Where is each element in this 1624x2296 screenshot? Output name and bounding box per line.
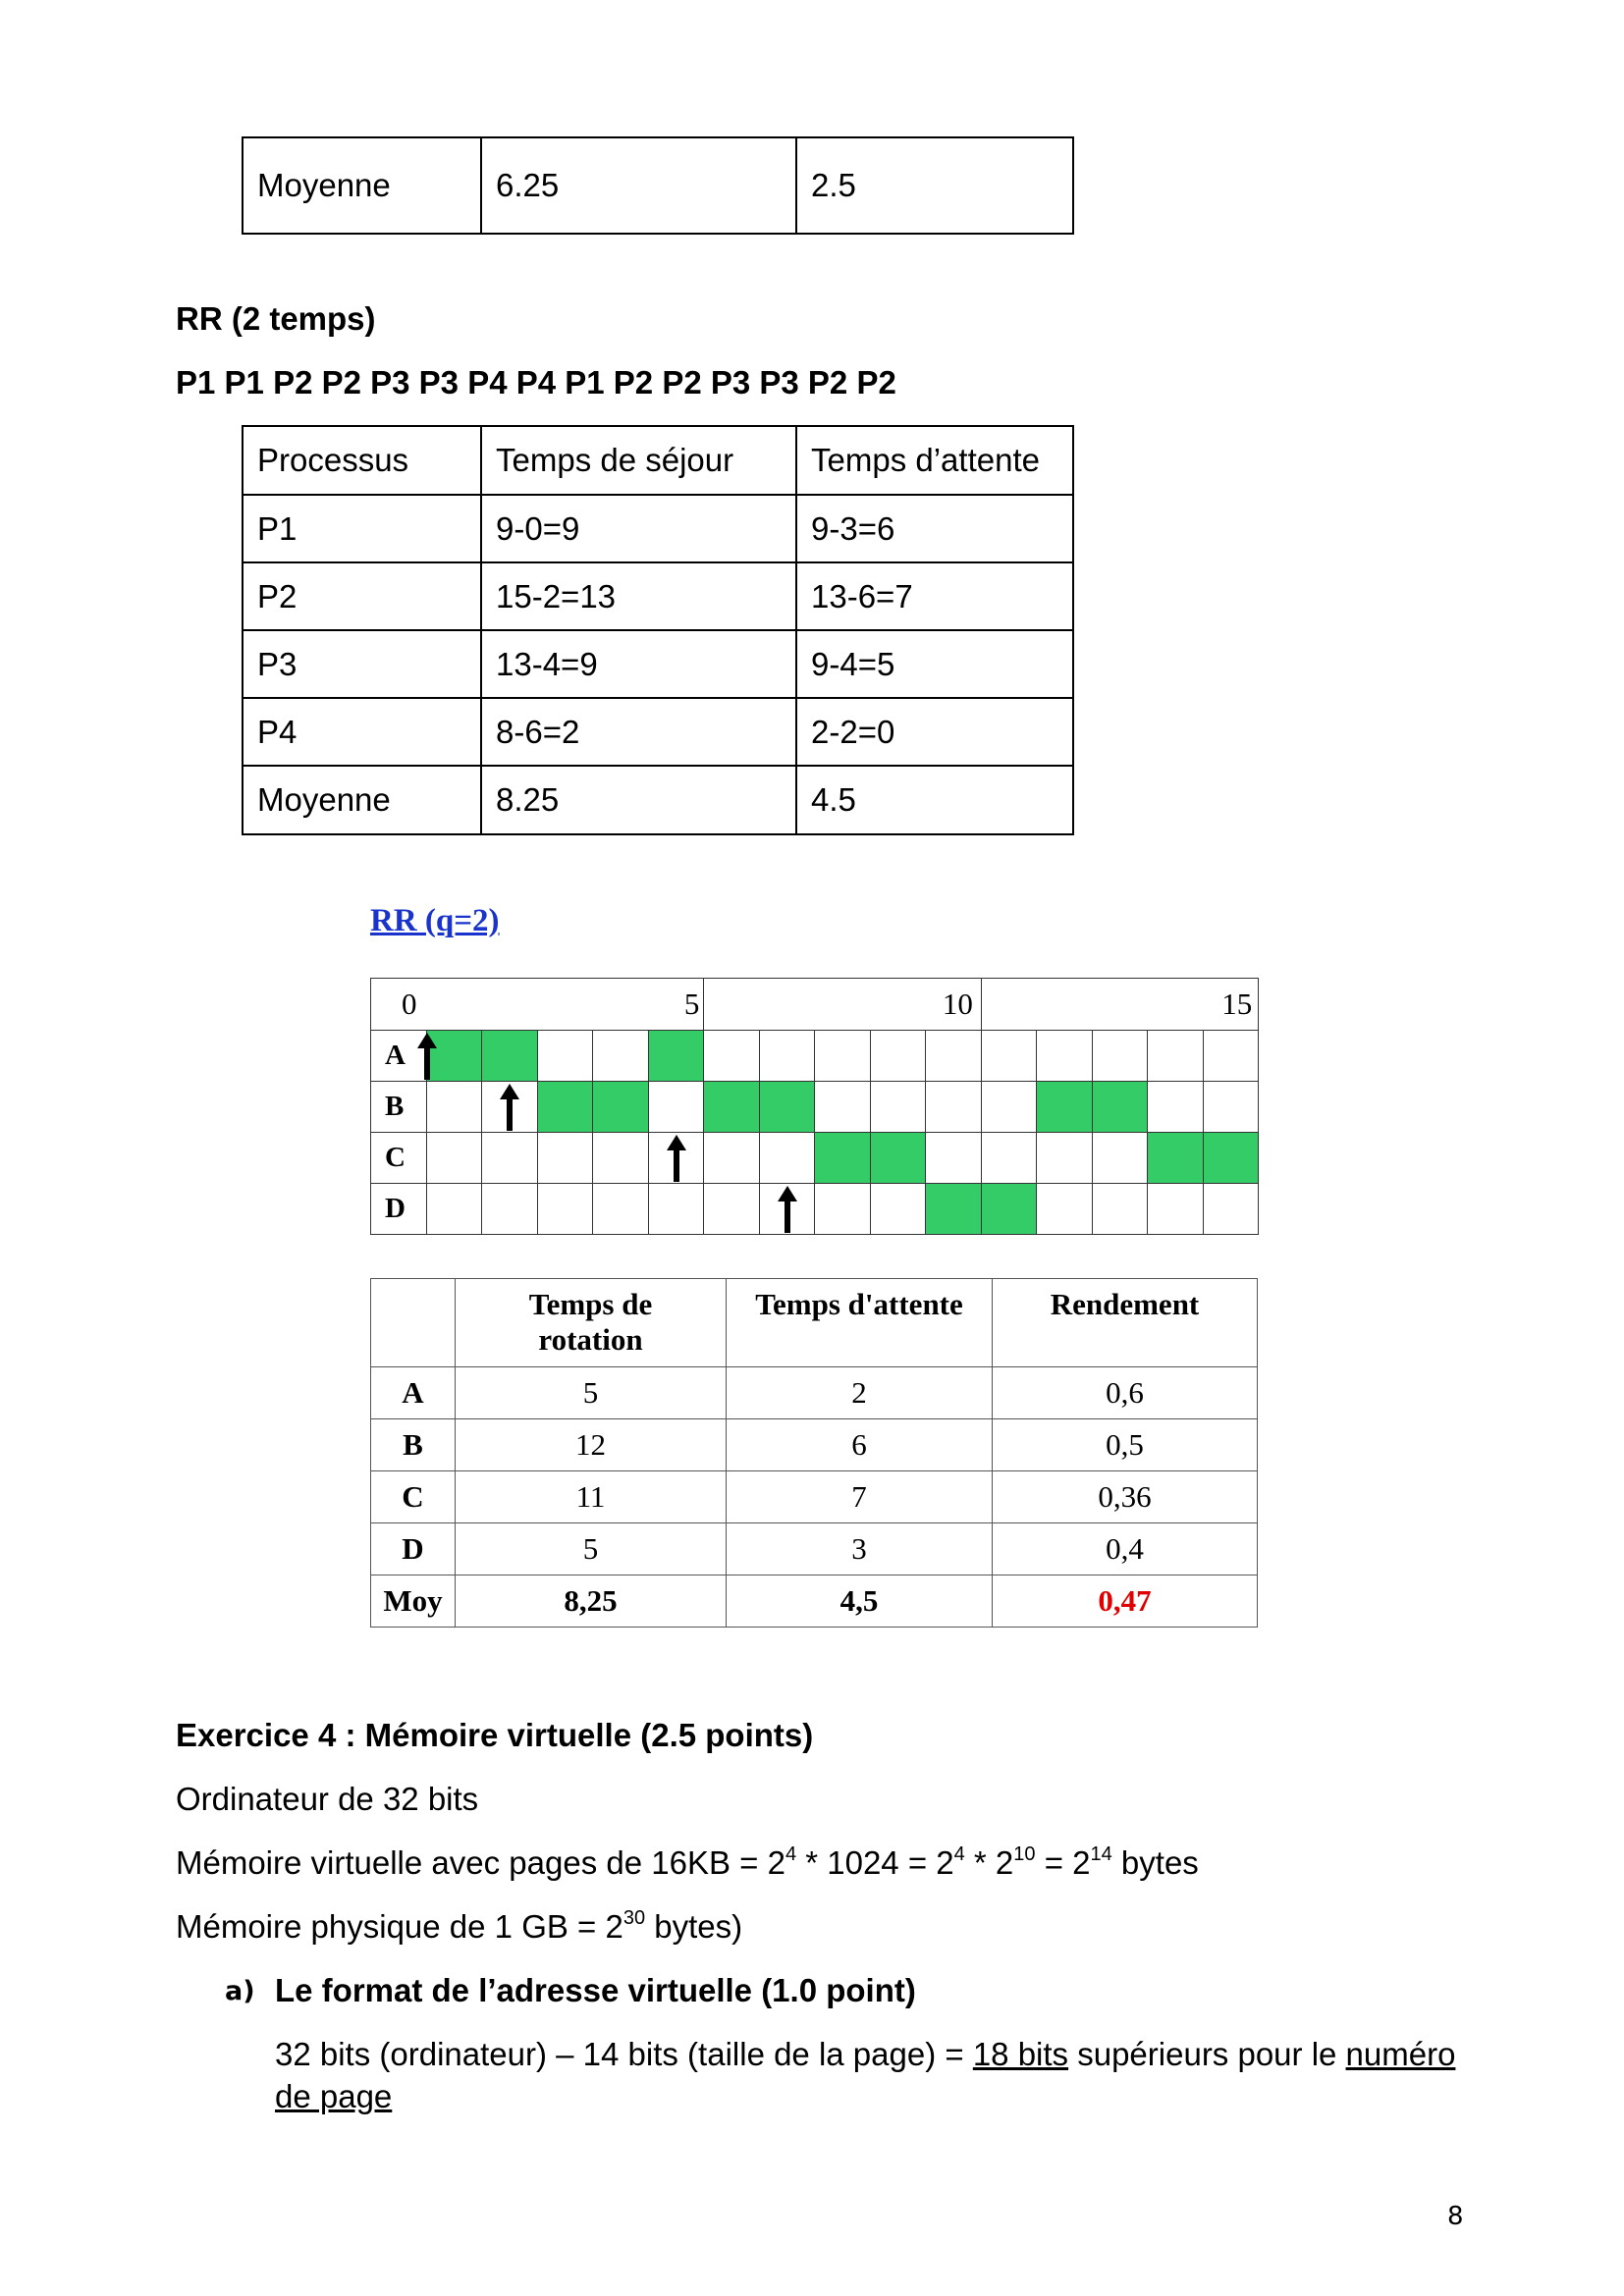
table-cell: 6.25 [481, 137, 796, 234]
time-span [371, 979, 704, 1031]
table-cell: P3 [243, 630, 481, 698]
tick-label: 10 [942, 987, 973, 1021]
gantt-slot [1203, 1082, 1259, 1133]
row-label: B [371, 1419, 456, 1471]
gantt-slot [648, 1184, 704, 1235]
table-cell: 5 [456, 1367, 727, 1419]
gantt-slot [537, 1082, 592, 1133]
column-header: Processus [243, 426, 481, 495]
gantt-slot [482, 1133, 537, 1184]
table-cell: 8.25 [481, 766, 796, 834]
table-cell: 2-2=0 [796, 698, 1073, 766]
gantt-slot [981, 1184, 1036, 1235]
gantt-slot [704, 1082, 759, 1133]
column-header: Temps de séjour [481, 426, 796, 495]
gantt-slot [1092, 1082, 1147, 1133]
gantt-slot [1203, 1133, 1259, 1184]
table-cell: 13-4=9 [481, 630, 796, 698]
table-cell: Moyenne [243, 137, 481, 234]
table-cell: 12 [456, 1419, 727, 1471]
table-cell: 8-6=2 [481, 698, 796, 766]
exercise-heading: Exercice 4 : Mémoire virtuelle (2.5 points) [176, 1717, 814, 1753]
gantt-row [371, 1184, 1259, 1235]
table-row [371, 1523, 1258, 1575]
gantt-slot [537, 1133, 592, 1184]
tick-label: 5 [683, 987, 700, 1021]
item-a-title: Le format de l’adresse virtuelle (1.0 point) [275, 1972, 916, 2008]
table-cell: 3 [727, 1523, 993, 1575]
table-cell: 13-6=7 [796, 562, 1073, 630]
results-table [370, 1278, 1258, 1628]
list-marker: a) [225, 1976, 255, 2006]
execution-sequence: P1 P1 P2 P2 P3 P3 P4 P4 P1 P2 P2 P3 P3 P2 P2 [176, 364, 896, 400]
table-cell: 2 [727, 1367, 993, 1419]
gantt-slot [537, 1184, 592, 1235]
gantt-slot [1037, 1133, 1092, 1184]
gantt-slot [1037, 1031, 1092, 1082]
gantt-slot [648, 1082, 704, 1133]
arrival-arrow-icon [666, 1135, 687, 1182]
table-cell: P2 [243, 562, 481, 630]
gantt-slot [815, 1031, 870, 1082]
exercise-line-memory: Mémoire physique de 1 GB = $2^{30}$ bytes) [176, 1907, 743, 1945]
table-cell: 0,5 [993, 1419, 1258, 1471]
row-label: A [371, 1367, 456, 1419]
average-table [242, 136, 1074, 235]
table-row [243, 766, 1073, 834]
header-line: Temps de [528, 1287, 653, 1321]
gantt-slot [1037, 1184, 1092, 1235]
page-number: 8 [1447, 2202, 1464, 2231]
gantt-slot [482, 1184, 537, 1235]
exercise-line-pages: Mémoire virtuelle avec pages de $16KB = 2^4 * 1024 = 2^4 * 2^{10} = 2^{14}$ bytes [176, 1843, 1199, 1881]
row-label: D [371, 1523, 456, 1575]
gantt-slot [1148, 1133, 1203, 1184]
gantt-slot [759, 1082, 814, 1133]
table-row [243, 495, 1073, 562]
time-span [704, 979, 981, 1031]
table-cell: P4 [243, 698, 481, 766]
gantt-slot [1148, 1184, 1203, 1235]
figure-title: RR (q=2) [370, 903, 500, 938]
gantt-row-label: B [371, 1082, 427, 1133]
gantt-slot [870, 1133, 925, 1184]
table-cell: 2.5 [796, 137, 1073, 234]
gantt-slot [482, 1031, 537, 1082]
gantt-slot [1203, 1184, 1259, 1235]
tick-label: 15 [1221, 987, 1253, 1021]
table-cell: 6 [727, 1419, 993, 1471]
table-cell: 9-3=6 [796, 495, 1073, 562]
gantt-row-label: D [371, 1184, 427, 1235]
gantt-slot [1092, 1184, 1147, 1235]
table-row [243, 562, 1073, 630]
table-cell: 9-0=9 [481, 495, 796, 562]
column-header: Temps d’attente [796, 426, 1073, 495]
table-row [371, 1367, 1258, 1419]
table-cell: 0,36 [993, 1471, 1258, 1523]
arrival-arrow-icon [777, 1186, 798, 1233]
arrival-arrow-icon [499, 1084, 520, 1131]
gantt-slot [815, 1184, 870, 1235]
gantt-slot [981, 1031, 1036, 1082]
exercise-line: Ordinateur de 32 bits [176, 1781, 479, 1817]
gantt-row-label: C [371, 1133, 427, 1184]
table-cell: 5 [456, 1523, 727, 1575]
item-a-text-cont: de page [275, 2078, 393, 2114]
table-cell: 0,4 [993, 1523, 1258, 1575]
table-cell: Moyenne [243, 766, 481, 834]
gantt-slot [981, 1133, 1036, 1184]
gantt-slot [981, 1082, 1036, 1133]
item-a-text: 32 bits (ordinateur) – 14 bits (taille de la page) = 18 bits supérieurs pour le numéro [275, 2036, 1456, 2072]
gantt-slot [593, 1184, 648, 1235]
gantt-row-label: A [371, 1031, 427, 1082]
average-row [371, 1575, 1258, 1628]
table-cell: 7 [727, 1471, 993, 1523]
gantt-slot [648, 1031, 704, 1082]
table-row [371, 1471, 1258, 1523]
gantt-slot [704, 1184, 759, 1235]
table-cell: 11 [456, 1471, 727, 1523]
rr-heading: RR (2 temps) [176, 300, 376, 337]
gantt-slot [815, 1133, 870, 1184]
process-table [242, 425, 1074, 835]
gantt-slot [593, 1133, 648, 1184]
gantt-slot [926, 1082, 982, 1133]
gantt-row [371, 1031, 1259, 1082]
table-row [243, 630, 1073, 698]
gantt-slot [704, 1133, 759, 1184]
table-row [371, 1419, 1258, 1471]
gantt-slot [482, 1082, 537, 1133]
row-label: C [371, 1471, 456, 1523]
gantt-slot [1148, 1031, 1203, 1082]
gantt-slot [759, 1133, 814, 1184]
gantt-slot [427, 1184, 482, 1235]
gantt-slot [926, 1031, 982, 1082]
gantt-slot [759, 1184, 814, 1235]
time-span [981, 979, 1258, 1031]
gantt-slot [704, 1031, 759, 1082]
table-row [243, 698, 1073, 766]
gantt-slot [870, 1184, 925, 1235]
table-cell: 0,6 [993, 1367, 1258, 1419]
gantt-slot [1037, 1082, 1092, 1133]
column-header: Temps d'attente [727, 1279, 993, 1367]
time-axis [371, 979, 1259, 1031]
table-cell: 4,5 [727, 1575, 993, 1628]
column-header-empty [371, 1279, 456, 1367]
gantt-slot [648, 1133, 704, 1184]
gantt-slot [1092, 1133, 1147, 1184]
gantt-slot [593, 1031, 648, 1082]
header-line: rotation [538, 1322, 643, 1357]
tick-label: 0 [402, 987, 417, 1021]
gantt-slot [1203, 1031, 1259, 1082]
gantt-slot [870, 1031, 925, 1082]
gantt-slot [427, 1031, 482, 1082]
table-cell: 15-2=13 [481, 562, 796, 630]
gantt-slot [537, 1031, 592, 1082]
table-cell: P1 [243, 495, 481, 562]
gantt-slot [926, 1133, 982, 1184]
column-header-rotation [456, 1279, 727, 1367]
gantt-slot [759, 1031, 814, 1082]
gantt-row [371, 1133, 1259, 1184]
row-label: Moy [371, 1575, 456, 1628]
column-header: Rendement [993, 1279, 1258, 1367]
gantt-slot [815, 1082, 870, 1133]
gantt-slot [593, 1082, 648, 1133]
gantt-slot [427, 1082, 482, 1133]
gantt-slot [926, 1184, 982, 1235]
gantt-chart [370, 978, 1259, 1235]
gantt-row [371, 1082, 1259, 1133]
gantt-slot [427, 1133, 482, 1184]
arrival-arrow-icon [416, 1033, 438, 1080]
average-yield: 0,47 [993, 1575, 1258, 1628]
table-cell: 4.5 [796, 766, 1073, 834]
gantt-slot [870, 1082, 925, 1133]
table-cell: 9-4=5 [796, 630, 1073, 698]
table-cell: 8,25 [456, 1575, 727, 1628]
gantt-slot [1092, 1031, 1147, 1082]
gantt-slot [1148, 1082, 1203, 1133]
